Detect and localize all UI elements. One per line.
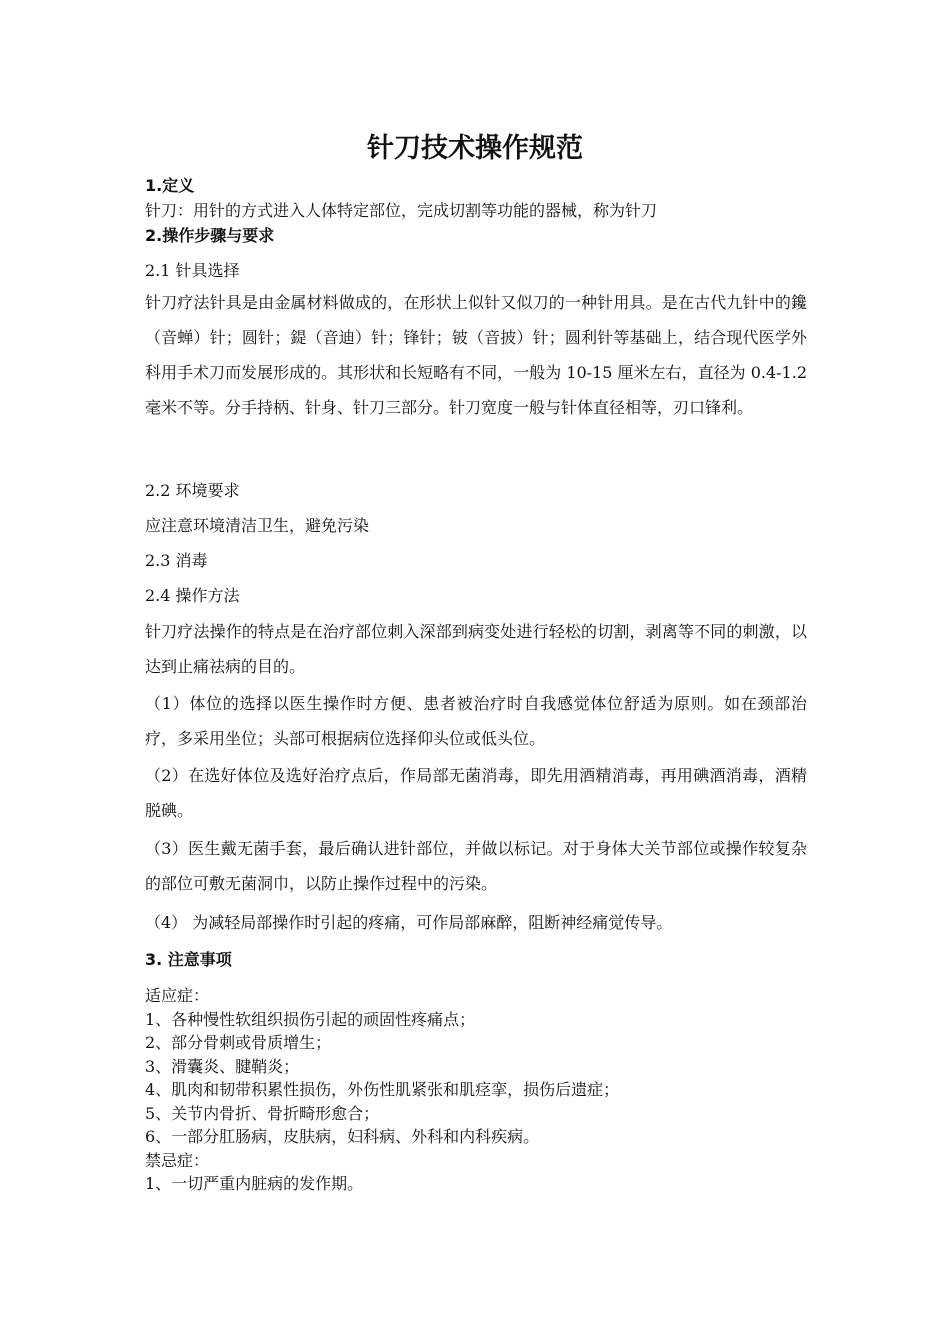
step-4-text: （4） 为减轻局部操作时引起的疼痛，可作局部麻醉，阻断神经痛觉传导。 [145, 913, 673, 932]
indications-label: 适应症： [145, 986, 210, 1005]
section-2-heading: 2.操作步骤与要求 [145, 226, 275, 245]
section-2-3-heading: 2.3 消毒 [145, 551, 208, 570]
list-item: 3、滑囊炎、腱鞘炎； [145, 1056, 300, 1076]
list-item: 2、部分骨刺或骨质增生； [145, 1033, 332, 1052]
list-item: 5、关节内骨折、骨折畸形愈合； [145, 1103, 380, 1123]
list-item: 1、一切严重内脏病的发作期。 [145, 1174, 364, 1193]
section-2-1-heading: 2.1 针具选择 [145, 261, 240, 280]
section-3-heading: 3. 注意事项 [145, 950, 232, 969]
document-title: 针刀技术操作规范 [367, 133, 583, 164]
section-2-2-text: 应注意环境清洁卫生，避免污染 [145, 516, 370, 535]
section-2-4-text: 针刀疗法操作的特点是在治疗部位刺入深部到病变处进行轻松的切割，剥离等不同的刺激，以达到止痛祛病的目的。 [145, 622, 807, 676]
step-3-text: （3）医生戴无菌手套，最后确认进针部位，并做以标记。对于身体大关节部位或操作较复杂的部位可敷无菌洞巾，以防止操作过程中的污染。 [145, 839, 807, 893]
list-item: 4、肌肉和韧带积累性损伤，外伤性肌紧张和肌痉挛，损伤后遗症； [145, 1080, 620, 1099]
section-2-4-heading: 2.4 操作方法 [145, 586, 240, 605]
step-2-text: （2）在选好体位及选好治疗点后，作局部无菌消毒，即先用酒精消毒，再用碘酒消毒，酒精脱碘。 [145, 766, 807, 820]
list-item: 6、一部分肛肠病，皮肤病，妇科病、外科和内科疾病。 [145, 1127, 540, 1146]
section-1-text: 针刀：用针的方式进入人体特定部位，完成切割等功能的器械，称为针刀 [145, 201, 658, 220]
section-2-2-heading: 2.2 环境要求 [145, 481, 240, 500]
section-3-lists [145, 984, 807, 1196]
step-1-text: （1）体位的选择以医生操作时方便、患者被治疗时自我感觉体位舒适为原则。如在颈部治疗，多采用坐位；头部可根据病位选择仰头位或低头位。 [145, 694, 807, 748]
contraindications-label: 禁忌症： [145, 1150, 210, 1170]
section-1-heading: 1.定义 [145, 176, 195, 195]
section-2-1-text: 针刀疗法针具是由金属材料做成的，在形状上似针又似刀的一种针用具。是在古代九针中的鑱（音蝉）针；圆针；鍉（音迪）针；锋针；铍（音披）针；圆利针等基础上，结合现代医学外科用手术刀而发展形成的。其形状和长短略有不同，一般为 10-15 厘米左右，直径为 0.4-1.2 毫米不等。分手持柄、针身、针刀三部分。针刀宽度一般与针体直径相等，刃口锋利。 [145, 293, 807, 417]
list-item: 1、各种慢性软组织损伤引起的顽固性疼痛点； [145, 1009, 476, 1029]
